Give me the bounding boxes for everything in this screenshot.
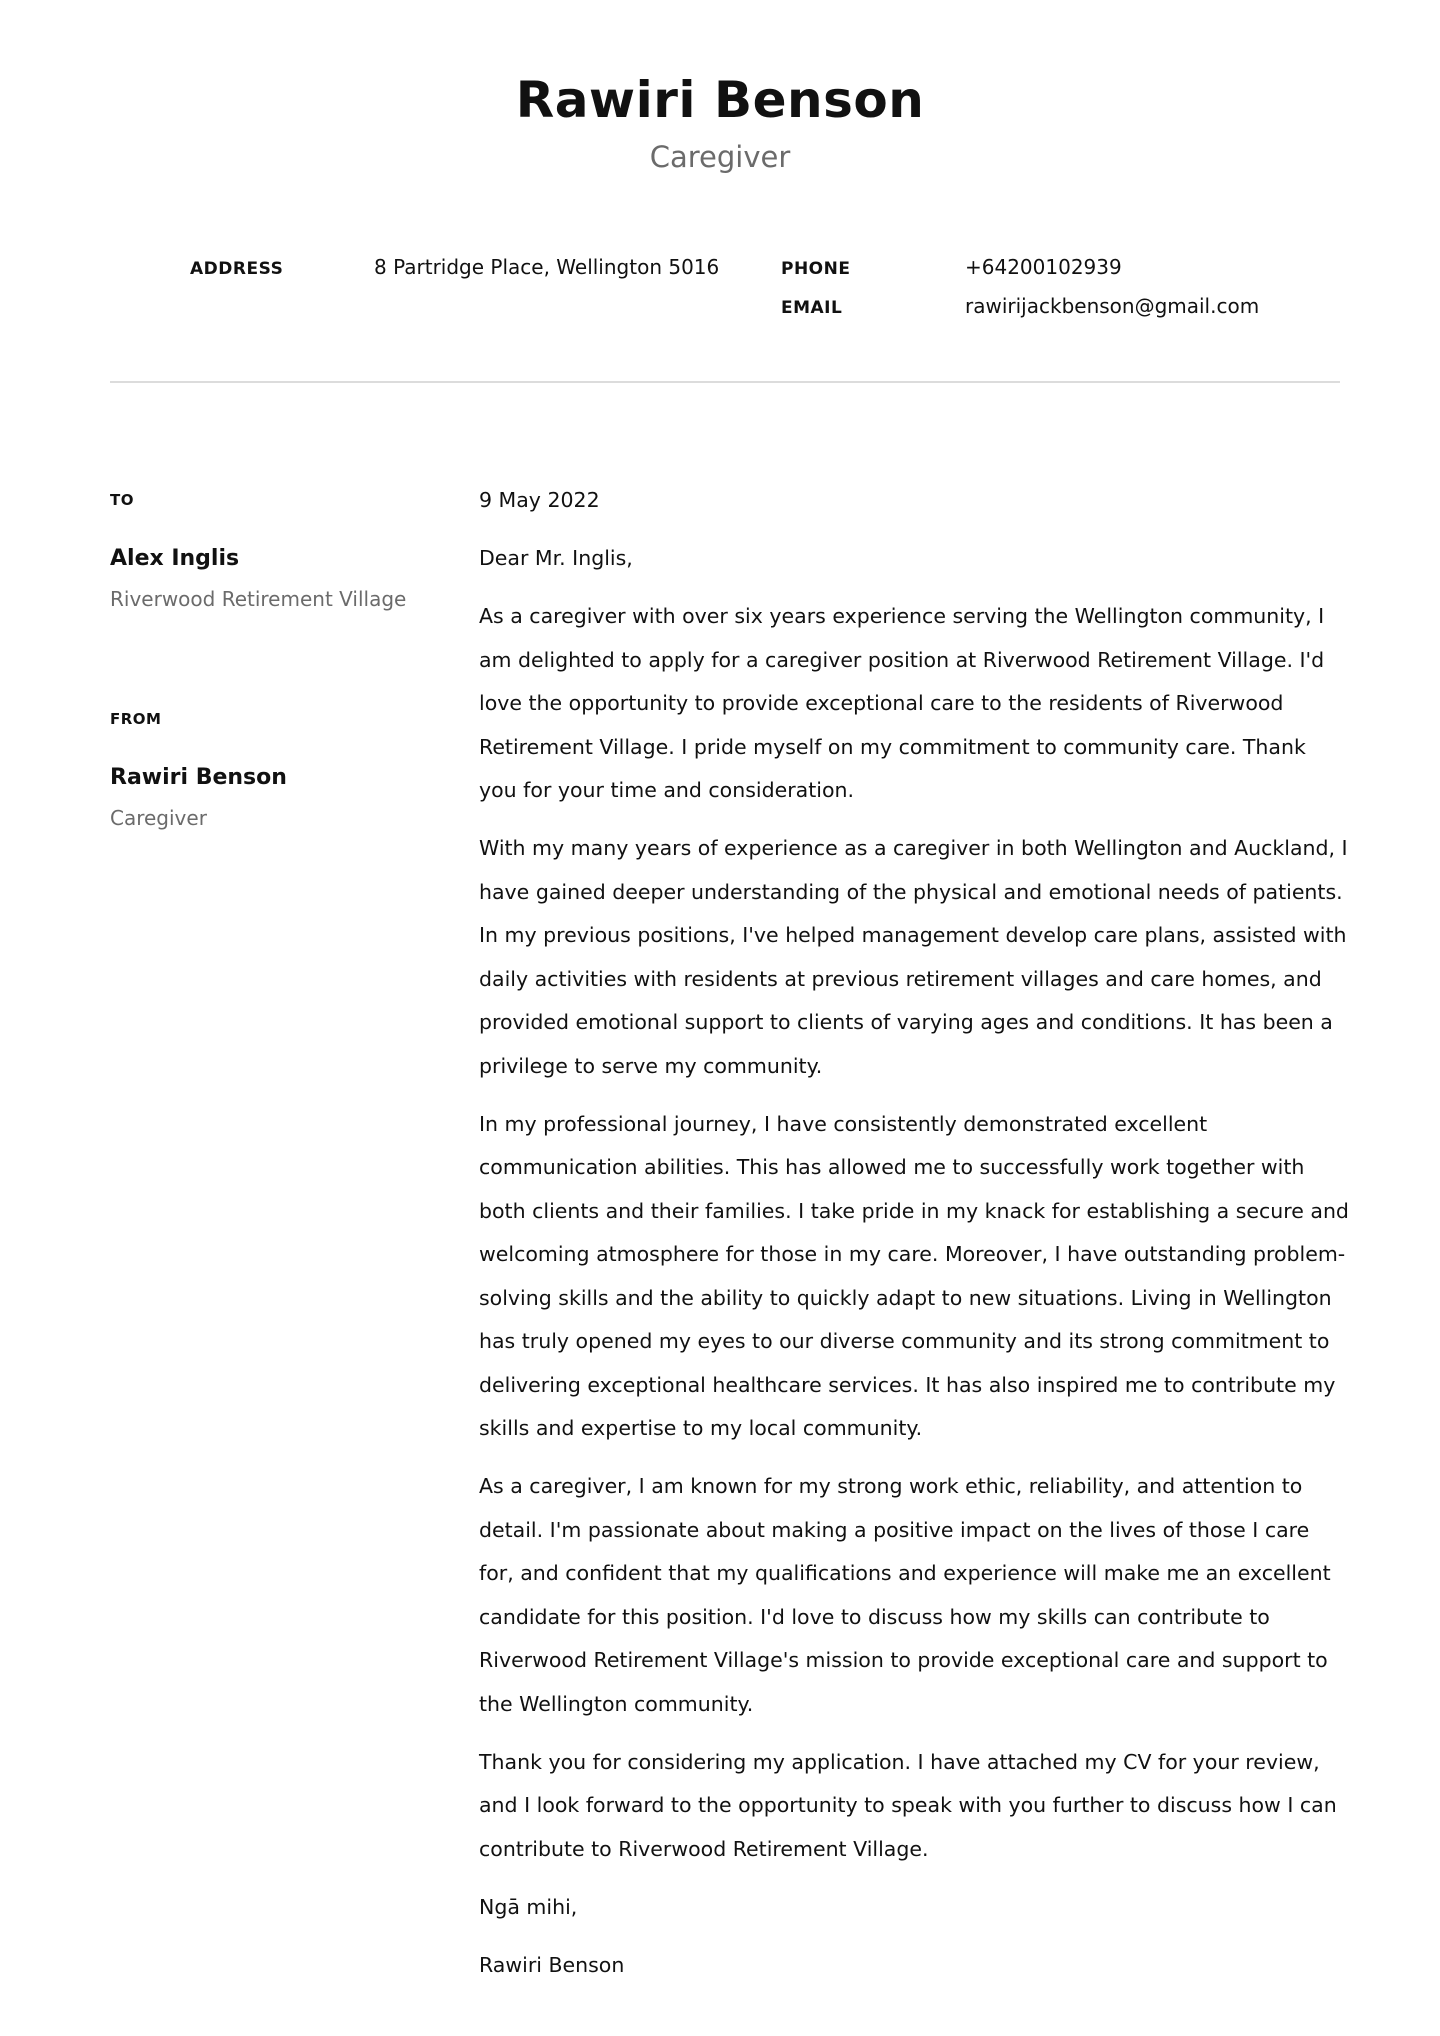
letter-paragraph: In my professional journey, I have consistently demonstrated excellent communication abilities. This has allowed me to successfully work together with both clients and their families. I take pride in my knack for establishing a secure and welcoming atmosphere for those in my care. Moreover, I have outstanding problem-solving skills and the ability to quickly adapt to new situations. Living in Wellington has truly opened my eyes to our diverse community and its strong commitment to delivering exceptional healthcare services. It has also inspired me to contribute my skills and expertise to my local community. bbox=[479, 1111, 1349, 1440]
letter-closing: Ngā mihi, bbox=[479, 1894, 578, 1919]
letter-body bbox=[479, 479, 1349, 2002]
email-label: EMAIL bbox=[781, 298, 843, 318]
phone-label: PHONE bbox=[781, 259, 851, 279]
letter-date: 9 May 2022 bbox=[479, 488, 600, 512]
from-label: FROM bbox=[110, 710, 162, 728]
applicant-title: Caregiver bbox=[649, 140, 791, 174]
address-value: 8 Partridge Place, Wellington 5016 bbox=[374, 255, 720, 279]
to-label: TO bbox=[110, 491, 134, 509]
letter-paragraph: As a caregiver with over six years experience serving the Wellington community, I am delighted to apply for a caregiver position at Riverwood Retirement Village. I'd love the opportunity to provide exceptional care to the residents of Riverwood Retirement Village. I pride myself on my commitment to community care. Thank you for your time and consideration. bbox=[479, 604, 1325, 802]
sender-title: Caregiver bbox=[110, 806, 207, 830]
email-value: rawirijackbenson@gmail.com bbox=[965, 294, 1260, 318]
phone-value: +64200102939 bbox=[965, 255, 1122, 279]
recipient-name: Alex Inglis bbox=[110, 546, 240, 571]
letter-paragraph: With my many years of experience as a caregiver in both Wellington and Auckland, I have gained deeper understanding of the physical and emotional needs of patients. In my previous positions, I've helped management develop care plans, assisted with daily activities with residents at previous retirement villages and care homes, and provided emotional support to clients of varying ages and conditions. It has been a privilege to serve my community. bbox=[479, 836, 1348, 1078]
letter-salutation: Dear Mr. Inglis, bbox=[479, 546, 633, 570]
address-label: ADDRESS bbox=[190, 259, 284, 279]
applicant-name: Rawiri Benson bbox=[515, 71, 925, 129]
letter-paragraph: As a caregiver, I am known for my strong work ethic, reliability, and attention to detail. I'm passionate about making a positive impact on the lives of those I care for, and confident that my qualifications and experience will make me an excellent candidate for this position. I'd love to discuss how my skills can contribute to Riverwood Retirement Village's mission to provide exceptional care and support to the Wellington community. bbox=[479, 1474, 1331, 1716]
recipient-organization: Riverwood Retirement Village bbox=[110, 587, 407, 611]
header-divider bbox=[110, 381, 1340, 383]
letter-paragraph: Thank you for considering my application. I have attached my CV for your review, and I look forward to the opportunity to speak with you further to discuss how I can contribute to Riverwood Retirement Village. bbox=[479, 1749, 1337, 1861]
sender-name: Rawiri Benson bbox=[110, 765, 287, 790]
letter-signature: Rawiri Benson bbox=[479, 1952, 625, 1977]
